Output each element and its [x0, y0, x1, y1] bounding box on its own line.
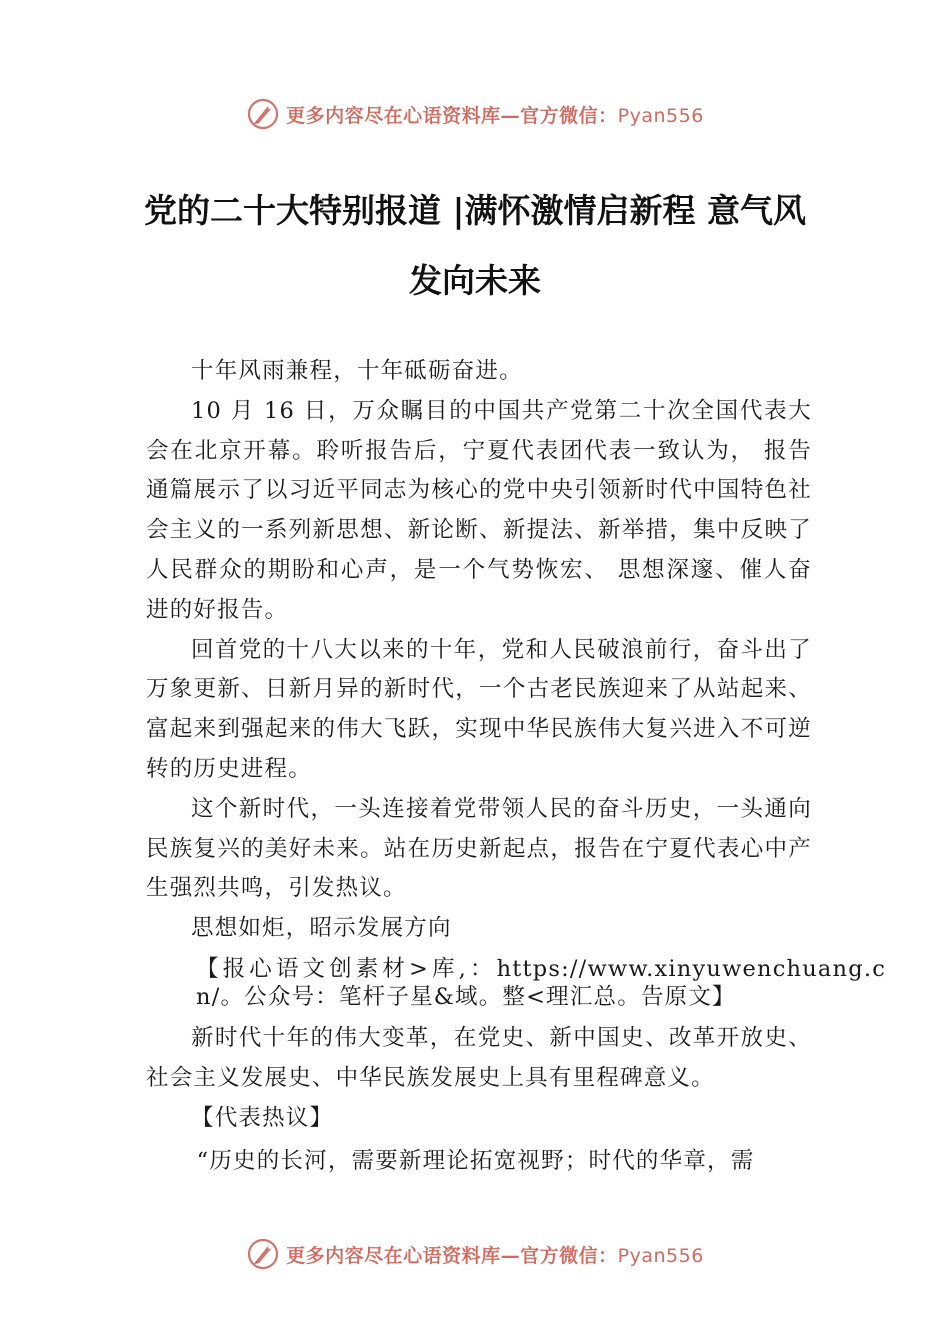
article-body — [146, 352, 886, 1182]
header-watermark — [0, 94, 950, 134]
pen-nib-logo-icon — [246, 97, 280, 131]
paragraph-2: 10 月 16 日，万众瞩目的中国共产党第二十次全国代表大会在北京开幕。聆听报告后，宁夏代表团代表一致认为， 报告通篇展示了以习近平同志为核心的党中央引领新时代中国特色社会主义的一系列新思想、新论断、新提法、新举措，集中反映了人民群众的期盼和心声，是一个气势恢宏、 思想深邃、催人奋进的好报告。 — [146, 397, 812, 623]
quote-paragraph: “历史的长河，需要新理论拓宽视野；时代的华章，需 — [196, 1148, 755, 1175]
section-heading: 思想如炬，昭示发展方向 — [191, 915, 452, 942]
footer-watermark — [0, 1234, 950, 1274]
pen-nib-logo-icon — [246, 1237, 280, 1271]
paragraph-3: 回首党的十八大以来的十年，党和人民破浪前行，奋斗出了万象更新、日新月异的新时代，一个古老民族迎来了从站起来、富起来到强起来的伟大飞跃，实现中华民族伟大复兴进入不可逆转的历史进程。 — [146, 636, 812, 782]
paragraph-4: 这个新时代，一头连接着党带领人民的奋斗历史，一头通向民族复兴的美好未来。站在历史新起点，报告在宁夏代表心中产生强烈共鸣，引发热议。 — [146, 795, 812, 902]
watermark-handle: Pyan556 — [617, 1244, 704, 1267]
watermark-text: 更多内容尽在心语资料库—官方微信：Pyan556 — [286, 104, 704, 127]
paragraph-1: 十年风雨兼程，十年砥砺奋进。 — [191, 358, 523, 384]
section-label: 【代表热议】 — [191, 1104, 334, 1131]
paragraph-5: 新时代十年的伟大变革，在党史、新中国史、改革开放史、社会主义发展史、中华民族发展史上具有里程碑意义。 — [146, 1024, 812, 1091]
watermark-handle: Pyan556 — [617, 104, 704, 127]
source-note: 【报心语文创素材>库,：https://www.xinyuwenchuang.cn/。公众号：笔杆子星&域。整<理汇总。告原文】 — [196, 955, 886, 1010]
watermark-text: 更多内容尽在心语资料库—官方微信：Pyan556 — [286, 1244, 704, 1267]
article-title: 党的二十大特别报道 |满怀激情启新程 意气风发向未来 — [144, 191, 806, 300]
